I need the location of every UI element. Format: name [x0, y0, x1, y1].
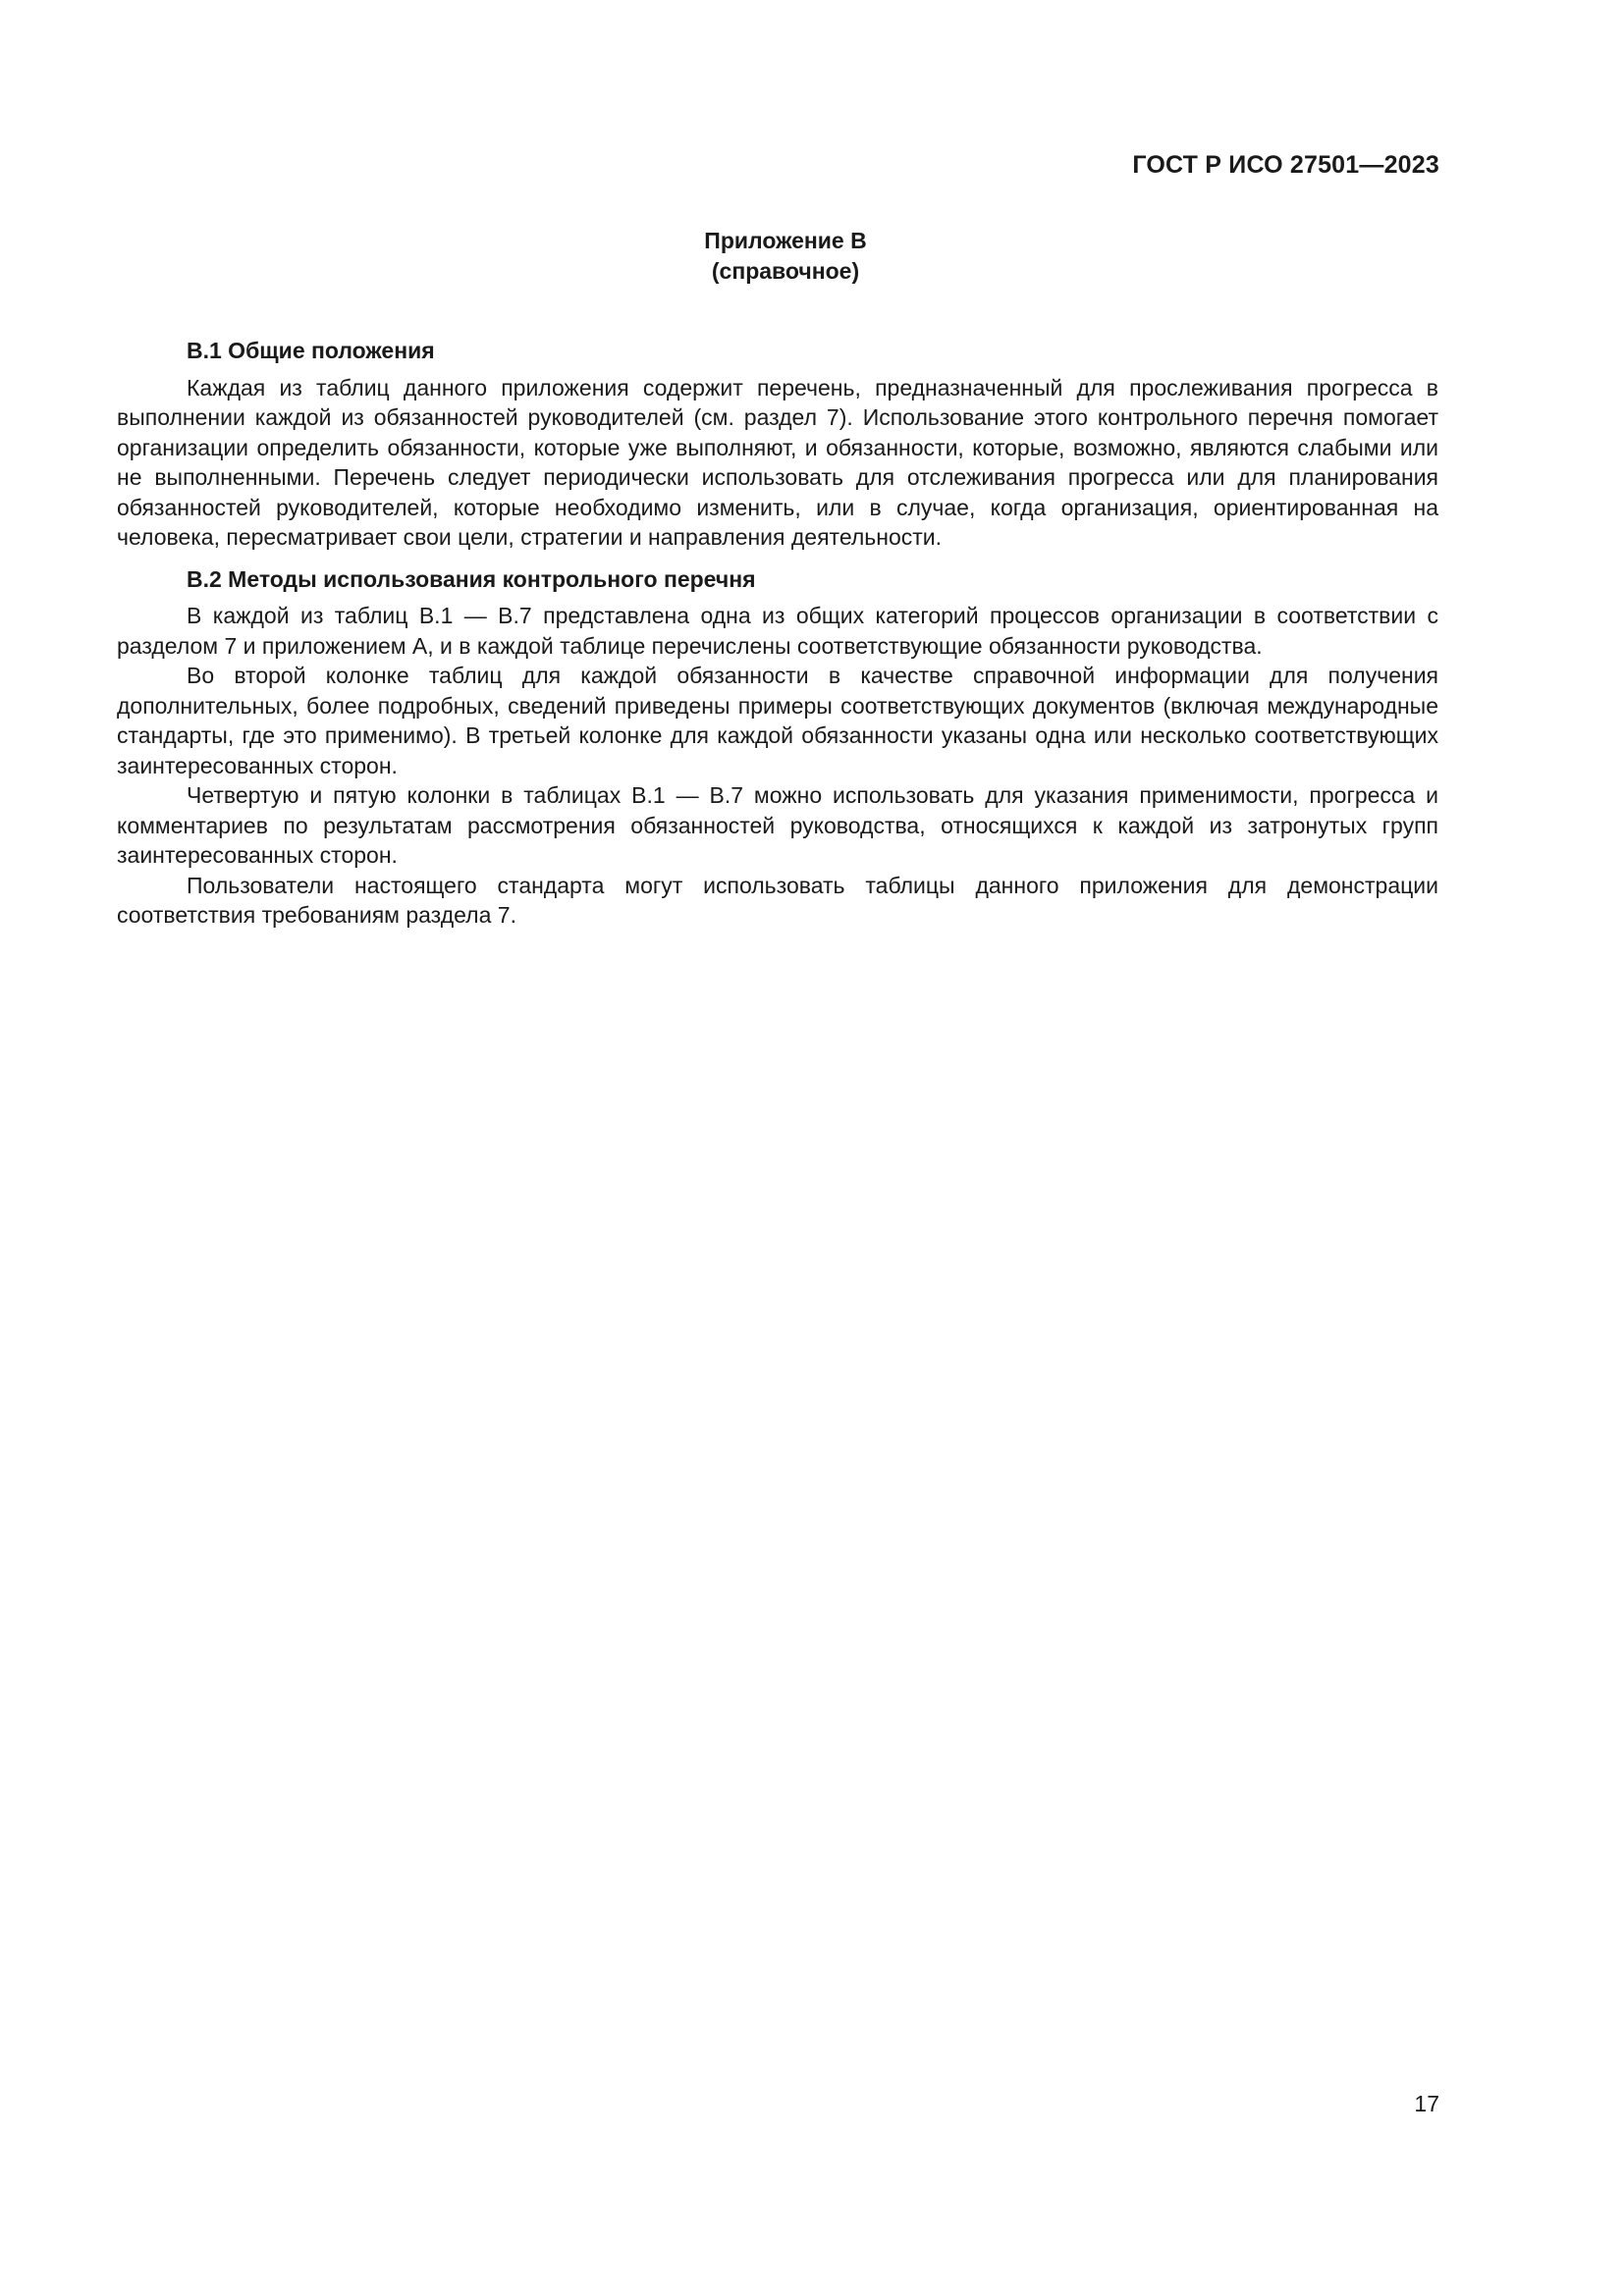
standard-code-header: ГОСТ Р ИСО 27501—2023: [1132, 151, 1439, 179]
paragraph: Во второй колонке таблиц для каждой обязанности в качестве справочной информации для получения дополнительных, более подробных, сведений приведены примеры соответствующих документов (включая международные стандарты, где это применимо). В третьей колонке для каждой обязанности указаны одна или несколько соответствующих заинтересованных сторон.: [117, 663, 1438, 778]
paragraph: Каждая из таблиц данного приложения содержит перечень, предназначенный для прослеживания прогресса в выполнении каждой из обязанностей руководителей (см. раздел 7). Использование этого контрольного перечня помогает организации определить обязанности, которые уже выполняют, и обязанности, которые, возможно, являются слабыми или не выполненными. Перечень следует периодически использовать для отслеживания прогресса или для планирования обязанностей руководителей, которые необходимо изменить, или в случае, когда организация, ориентированная на человека, пересматривает свои цели, стратегии и направления деятельности.: [117, 374, 1438, 550]
document-body: [117, 336, 1438, 942]
paragraph: Четвертую и пятую колонки в таблицах В.1 — В.7 можно использовать для указания применимости, прогресса и комментариев по результатам рассмотрения обязанностей руководства, относящихся к каждой из затронутых групп заинтересованных сторон.: [117, 782, 1438, 868]
section-heading: В.2 Методы использования контрольного перечня: [187, 565, 756, 592]
annex-title: Приложение В: [704, 228, 867, 253]
annex-title-block: [0, 226, 1571, 287]
paragraph: В каждой из таблиц В.1 — В.7 представлена одна из общих категорий процессов организации в соответствии с разделом 7 и приложением А, и в каждой таблице перечислены соответствующие обязанности руководства.: [117, 603, 1438, 659]
annex-subtitle: (справочное): [711, 258, 860, 284]
page-number: 17: [1414, 2091, 1439, 2116]
section-heading: В.1 Общие положения: [187, 338, 435, 363]
paragraph: Пользователи настоящего стандарта могут использовать таблицы данного приложения для демонстрации соответствия требованиям раздела 7.: [117, 872, 1438, 928]
section-b2: [117, 564, 1438, 931]
section-b1: [117, 336, 1438, 553]
